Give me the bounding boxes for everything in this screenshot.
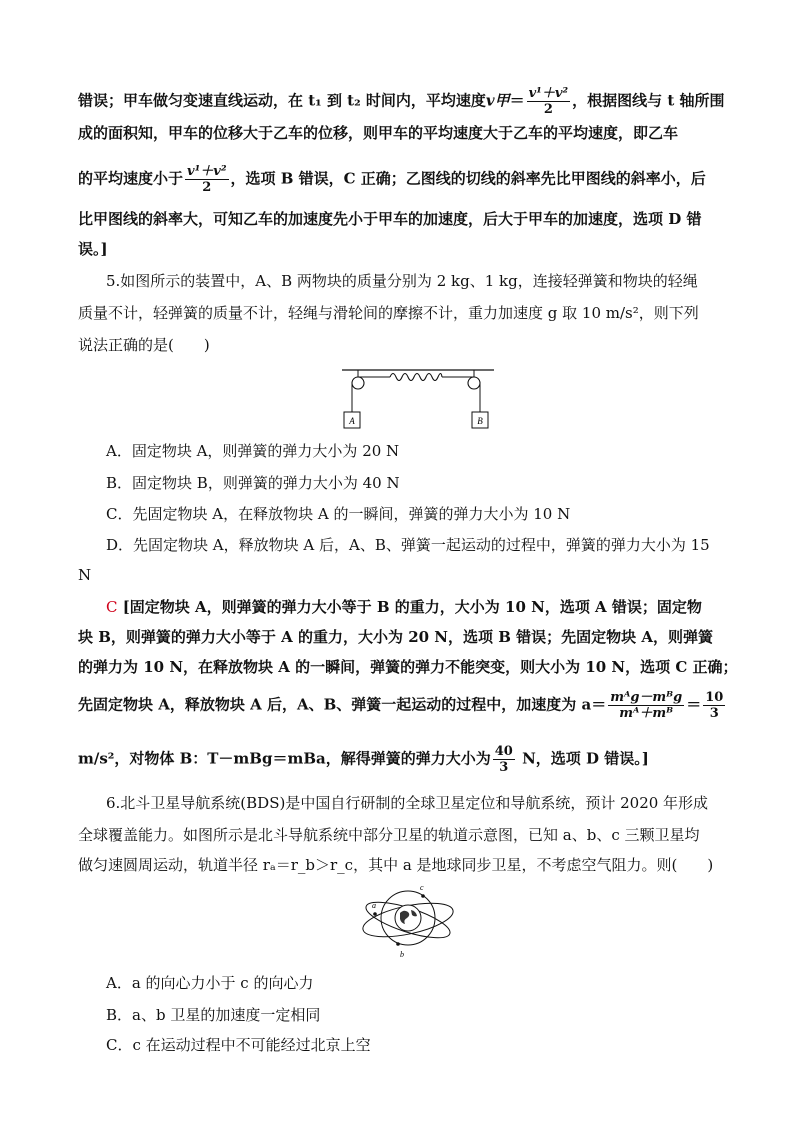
q5-explanation-line-4 <box>78 690 726 721</box>
q4-text: ，根据图线与 t 轴所围 <box>572 91 725 110</box>
satellite-orbit-figure <box>360 880 456 960</box>
q5-explanation-text: N，选项 D 错误。] <box>516 749 649 768</box>
satellite-a <box>373 912 377 916</box>
block-b-label: B <box>477 416 483 426</box>
q4-line-4: 比甲图线的斜率大，可知乙车的加速度先小于甲车的加速度，后大于甲车的加速度，选项 D 错 <box>78 210 702 228</box>
q5-explanation-line-1 <box>106 596 754 618</box>
fraction-v <box>527 86 571 117</box>
label-a: a <box>372 901 376 910</box>
q5-option-d-line-2: N <box>78 566 92 584</box>
q6-option-a: A．a 的向心力小于 c 的向心力 <box>106 974 314 992</box>
fraction-numerator: 10 <box>705 690 724 705</box>
fraction-numerator: mᴬg－mᴮg <box>610 690 683 705</box>
avg-velocity-symbol: v甲 <box>485 91 510 110</box>
q4-text: 错误；甲车做匀变速直线运动，在 t₁ 到 t₂ 时间内，平均速度 <box>78 91 486 110</box>
equals-sign: ＝ <box>686 695 702 714</box>
pulley-left <box>352 377 364 389</box>
pulley-right <box>468 377 480 389</box>
q4-line-5: 误。] <box>78 240 108 258</box>
q4-line-3 <box>78 164 726 195</box>
q5-explanation-text: 先固定物块 A，释放物块 A 后，A、B、弹簧一起运动的过程中，加速度为 a＝ <box>78 695 607 714</box>
fraction-denominator: 2 <box>202 180 212 195</box>
q6-stem-line-1: 6.北斗卫星导航系统(BDS)是中国自行研制的全球卫星定位和导航系统，预计 2020 年形成 <box>106 794 709 812</box>
fraction-numerator: v¹＋v² <box>187 164 227 179</box>
q5-option-a: A．固定物块 A，则弹簧的弹力大小为 20 N <box>106 442 400 460</box>
q5-stem-line-1: 5.如图所示的装置中，A、B 两物块的质量分别为 2 kg、1 kg，连接轻弹簧和物块的轻绳 <box>106 272 698 290</box>
fraction-acceleration <box>608 690 684 721</box>
label-b: b <box>400 950 404 959</box>
q4-line-1 <box>78 86 726 117</box>
q4-line-2: 成的面积知，甲车的位移大于乙车的位移，则甲车的平均速度大于乙车的平均速度，即乙车 <box>78 124 679 142</box>
q6-stem-line-3: 做匀速圆周运动，轨道半径 rₐ＝r_b＞r_c，其中 a 是地球同步卫星，不考虑空气阻力。则( ) <box>78 856 714 874</box>
satellite-c <box>421 894 425 898</box>
fraction-denominator: mᴬ＋mᴮ <box>619 706 674 721</box>
fraction-denominator: 3 <box>709 706 719 721</box>
q5-explanation-text: [固定物块 A，则弹簧的弹力大小等于 B 的重力，大小为 10 N，选项 A 错误；固定物 <box>117 598 702 616</box>
fraction-numerator: 40 <box>494 744 513 759</box>
earth <box>395 905 421 931</box>
q6-stem-line-2: 全球覆盖能力。如图所示是北斗导航系统中部分卫星的轨道示意图，已知 a、b、c 三颗卫星均 <box>78 826 700 844</box>
q6-option-c: C．c 在运动过程中不可能经过北京上空 <box>106 1036 371 1054</box>
fraction-forty-thirds <box>493 744 515 775</box>
spring <box>390 374 442 381</box>
q5-option-b: B．固定物块 B，则弹簧的弹力大小为 40 N <box>106 474 400 492</box>
q4-text: ，选项 B 错误，C 正确；乙图线的切线的斜率先比甲图线的斜率小，后 <box>230 169 706 188</box>
q6-option-b: B．a、b 卫星的加速度一定相同 <box>106 1006 321 1024</box>
fraction-numerator: v¹＋v² <box>528 86 569 101</box>
fraction-denominator: 3 <box>499 760 509 775</box>
q5-explanation-line-3: 的弹力为 10 N，在释放物块 A 的一瞬间，弹簧的弹力不能突变，则大小为 10 N，选项 C 正确； <box>78 658 738 676</box>
equals-sign: ＝ <box>509 91 525 110</box>
q5-stem-line-3: 说法正确的是( ) <box>78 336 210 354</box>
spring-pulley-figure <box>338 362 498 434</box>
fraction-denominator: 2 <box>543 102 553 117</box>
fraction-v-2 <box>185 164 229 195</box>
q5-explanation-line-5 <box>78 744 726 775</box>
q4-text: 的平均速度小于 <box>78 169 184 188</box>
q5-option-c: C．先固定物块 A，在释放物块 A 的一瞬间，弹簧的弹力大小为 10 N <box>106 505 571 523</box>
q5-answer: C <box>106 598 118 616</box>
q5-stem-line-2: 质量不计，轻弹簧的质量不计，轻绳与滑轮间的摩擦不计，重力加速度 g 取 10 m/s²，则下列 <box>78 304 699 322</box>
q5-explanation-line-2: 块 B，则弹簧的弹力大小等于 A 的重力，大小为 20 N，选项 B 错误；先固定物块 A，则弹簧 <box>78 628 713 646</box>
satellite-b <box>396 942 400 946</box>
block-a-label: A <box>349 416 355 426</box>
q5-option-d-line-1: D．先固定物块 A，释放物块 A 后，A、B、弹簧一起运动的过程中，弹簧的弹力大小为 15 <box>106 536 710 554</box>
q5-explanation-text: m/s²，对物体 B：T－mBg＝mBa，解得弹簧的弹力大小为 <box>78 749 491 768</box>
fraction-ten-thirds <box>703 690 725 721</box>
label-c: c <box>420 883 424 892</box>
